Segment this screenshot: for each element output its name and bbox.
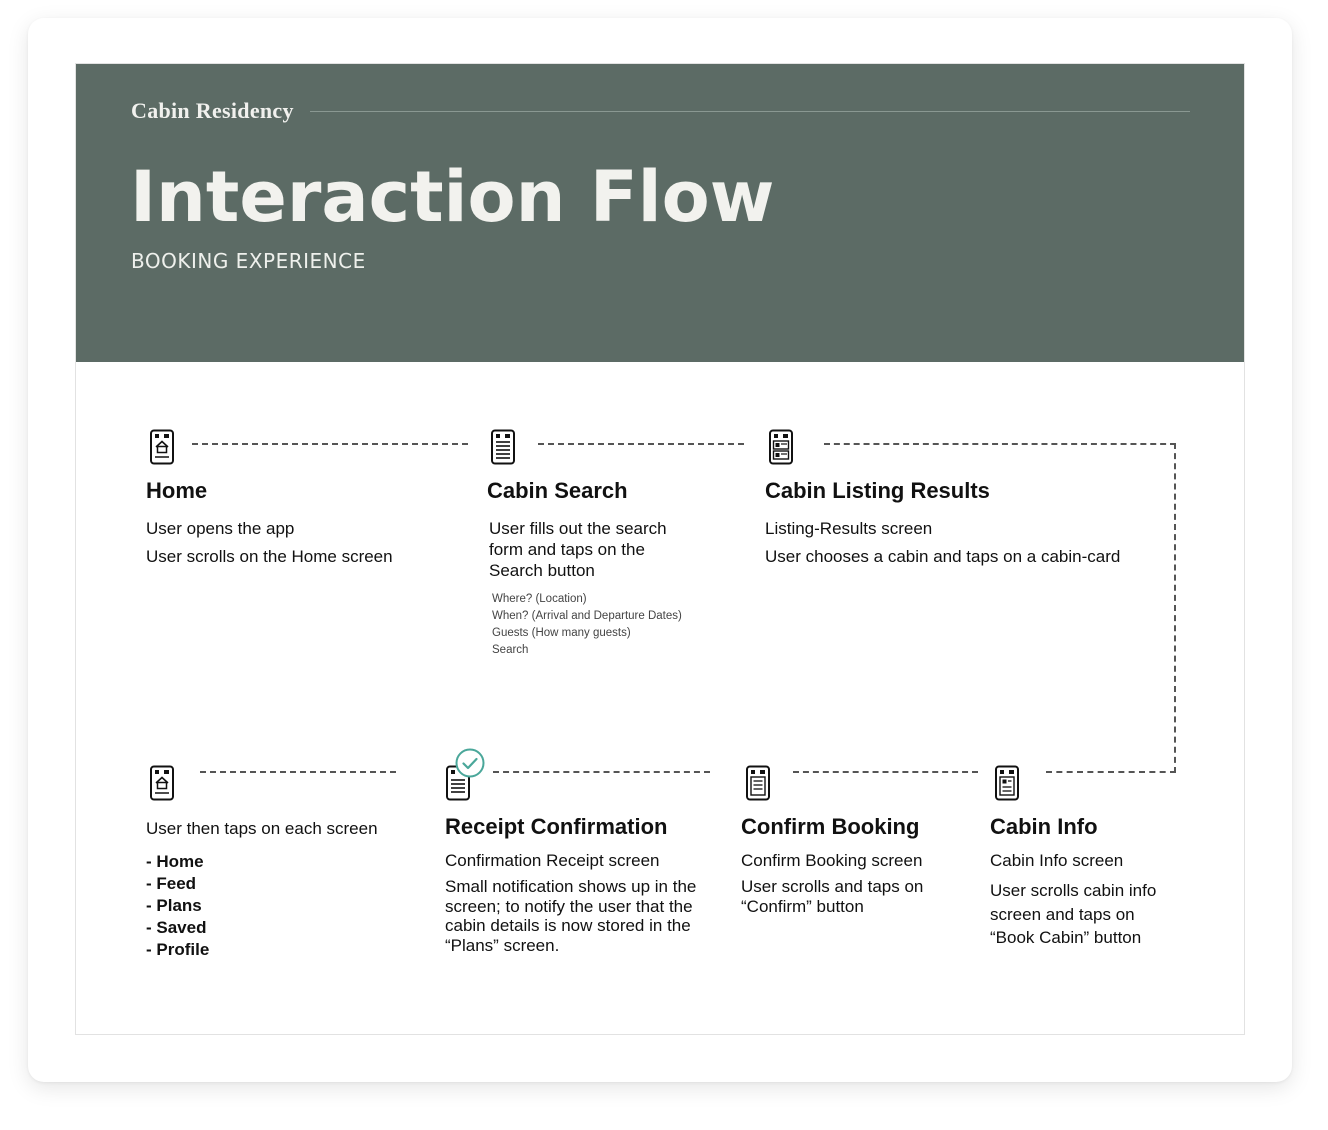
step-title: Confirm Booking — [741, 814, 920, 839]
connector-corner-info — [1046, 771, 1176, 773]
step-title: Home — [146, 478, 208, 503]
step-description: Small notification shows up in the screen; to notify the user that the cabin details is now stored in the “Plans” screen. — [445, 877, 697, 955]
phone-home-icon — [149, 765, 175, 801]
step-line: Listing-Results screen — [765, 519, 933, 538]
phone-doc-icon — [994, 765, 1020, 801]
step-home — [146, 478, 446, 567]
step-title: Cabin Search — [487, 478, 628, 503]
search-field-label: Guests (How many guests) — [492, 627, 631, 639]
connector-listing-corner — [824, 443, 1176, 445]
list-item: - Profile — [146, 940, 210, 959]
search-field-label: Where? (Location) — [492, 593, 587, 605]
step-title: Cabin Info — [990, 814, 1098, 839]
connector-search-listing — [538, 443, 744, 445]
step-cabin-search — [487, 478, 727, 659]
list-item: - Plans — [146, 896, 202, 915]
step-line: User opens the app — [146, 519, 295, 538]
connector-receipt-nav — [200, 771, 396, 773]
connector-confirm-receipt — [493, 771, 710, 773]
brand-divider — [310, 111, 1190, 112]
step-description: User scrolls cabin info screen and taps on “Book Cabin” button — [990, 881, 1157, 947]
search-field-label: Search — [492, 644, 529, 656]
step-screen: Confirm Booking screen — [741, 851, 923, 870]
step-nav-tabs — [146, 818, 406, 961]
page-title: Interaction Flow — [130, 156, 775, 238]
step-screen: Confirmation Receipt screen — [445, 851, 660, 870]
step-line: User chooses a cabin and taps on a cabin-card — [765, 547, 1121, 566]
nav-tab-list — [146, 851, 406, 961]
step-description: User scrolls and taps on “Confirm” button — [741, 877, 924, 916]
brand-name: Cabin Residency — [131, 98, 294, 123]
page-subtitle: BOOKING EXPERIENCE — [131, 249, 366, 273]
check-circle-icon — [455, 748, 485, 778]
step-cabin-info — [990, 814, 1180, 950]
connector-home-search — [192, 443, 468, 445]
list-item: - Feed — [146, 874, 197, 893]
step-listing-results — [765, 478, 1155, 567]
step-confirm-booking — [741, 814, 961, 916]
step-description: User fills out the search form and taps on the Search button — [489, 519, 667, 580]
phone-list-icon — [768, 429, 794, 465]
phone-doc-icon — [745, 765, 771, 801]
step-screen: Cabin Info screen — [990, 851, 1124, 870]
step-title: Receipt Confirmation — [445, 814, 668, 839]
phone-form-icon — [490, 429, 516, 465]
step-line: User scrolls on the Home screen — [146, 547, 393, 566]
connector-vertical — [1174, 443, 1176, 773]
step-intro: User then taps on each screen — [146, 819, 378, 838]
search-field-label: When? (Arrival and Departure Dates) — [492, 610, 682, 622]
step-title: Cabin Listing Results — [765, 478, 990, 503]
connector-info-confirm — [793, 771, 978, 773]
search-field-list — [492, 591, 727, 659]
list-item: - Home — [146, 852, 204, 871]
header-banner — [76, 64, 1244, 362]
list-item: - Saved — [146, 918, 207, 937]
step-receipt-confirmation — [445, 814, 715, 955]
phone-home-icon — [149, 429, 175, 465]
